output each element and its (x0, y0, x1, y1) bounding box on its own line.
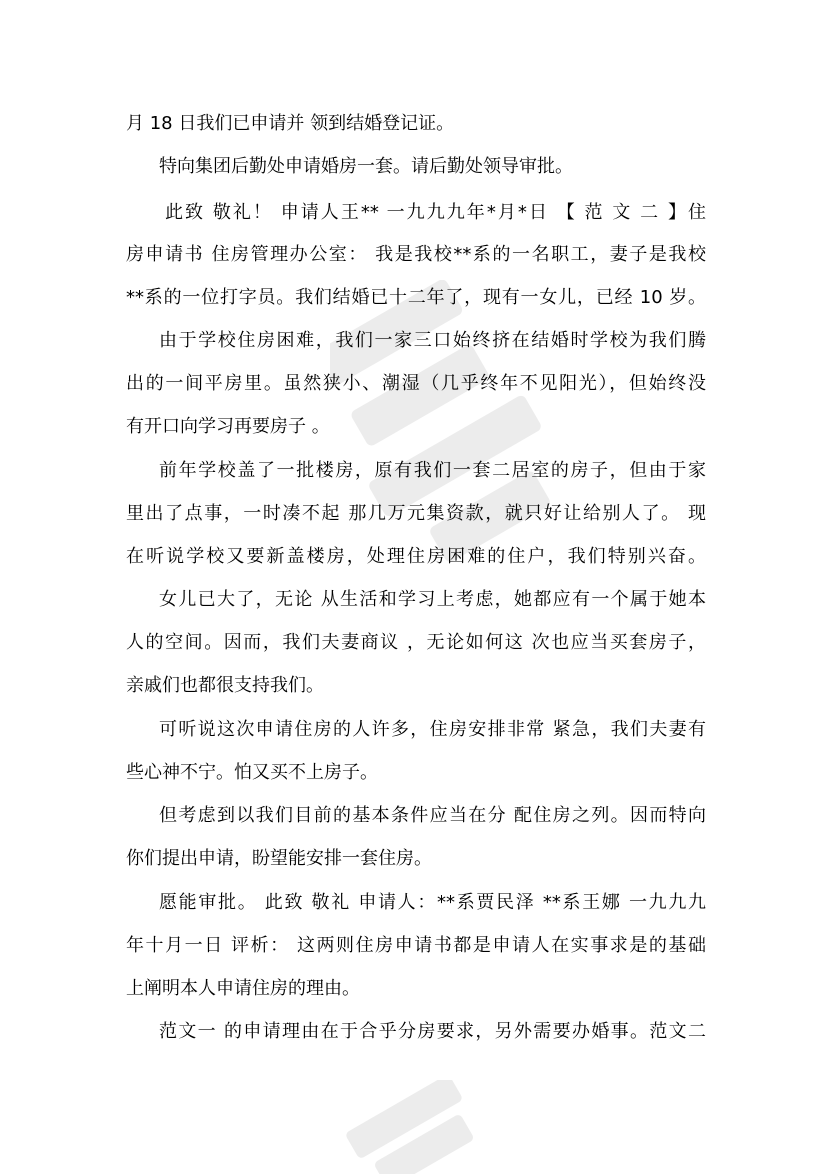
text-line-20: 年十月一日 评析： 这两则住房申请书都是申请人在实事求是的基础 (126, 935, 706, 956)
text-line-6: 由于学校住房困难，我们一家三口始终挤在结婚时学校为我们腾 (159, 330, 706, 351)
text-line-1: 月 18 日我们已申请并 领到结婚登记证。 (126, 113, 455, 134)
text-line-16: 些心神不宁。怕又买不上房子。 (126, 762, 378, 783)
text-line-2: 特向集团后勤处申请婚房一套。请后勤处领导审批。 (159, 156, 573, 177)
text-line-11: 在听说学校又要新盖楼房，处理住房困难的住户，我们特别兴奋。 (126, 546, 706, 567)
text-line-15: 可听说这次申请住房的人许多，住房安排非常 紧急，我们夫妻有 (159, 719, 706, 740)
text-line-4: 房申请书 住房管理办公室： 我是我校**系的一名职工，妻子是我校 (126, 244, 706, 265)
text-line-18: 你们提出申请，盼望能安排一套住房。 (126, 848, 432, 869)
text-line-13: 人的空间。因而，我们夫妻商议 ，无论如何这 次也应当买套房子， (126, 632, 706, 653)
text-line-22: 范文一 的申请理由在于合乎分房要求，另外需要办婚事。范文二 (159, 1021, 706, 1042)
text-line-10: 里出了点事，一时凑不起 那几万元集资款，就只好让给别人了。 现 (126, 503, 706, 524)
text-line-8: 有开口向学习再要房子 。 (126, 416, 330, 437)
text-line-5: **系的一位打字员。我们结婚已十二年了，现有一女儿，已经 10 岁。 (126, 287, 706, 308)
text-line-17: 但考虑到以我们目前的基本条件应当在分 配住房之列。因而特向 (159, 805, 706, 826)
text-line-19: 愿能审批。 此致 敬礼 申请人：**系贾民泽 **系王娜 一九九九 (159, 892, 706, 913)
watermark-logo-bottom (330, 1080, 490, 1174)
text-line-9: 前年学校盖了一批楼房，原有我们一套二居室的房子，但由于家 (159, 460, 706, 481)
text-line-12: 女儿已大了，无论 从生活和学习上考虑，她都应有一个属于她本 (159, 589, 706, 610)
text-line-21: 上阐明本人申请住房的理由。 (126, 978, 360, 999)
text-line-14: 亲戚们也都很支持我们。 (126, 675, 324, 696)
text-line-3: 此致 敬礼！ 申请人王** 一九九九年*月*日 【 范 文 二 】住 (165, 202, 706, 223)
text-line-7: 出的一间平房里。虽然狭小、潮湿（几乎终年不见阳光），但始终没 (126, 373, 706, 394)
